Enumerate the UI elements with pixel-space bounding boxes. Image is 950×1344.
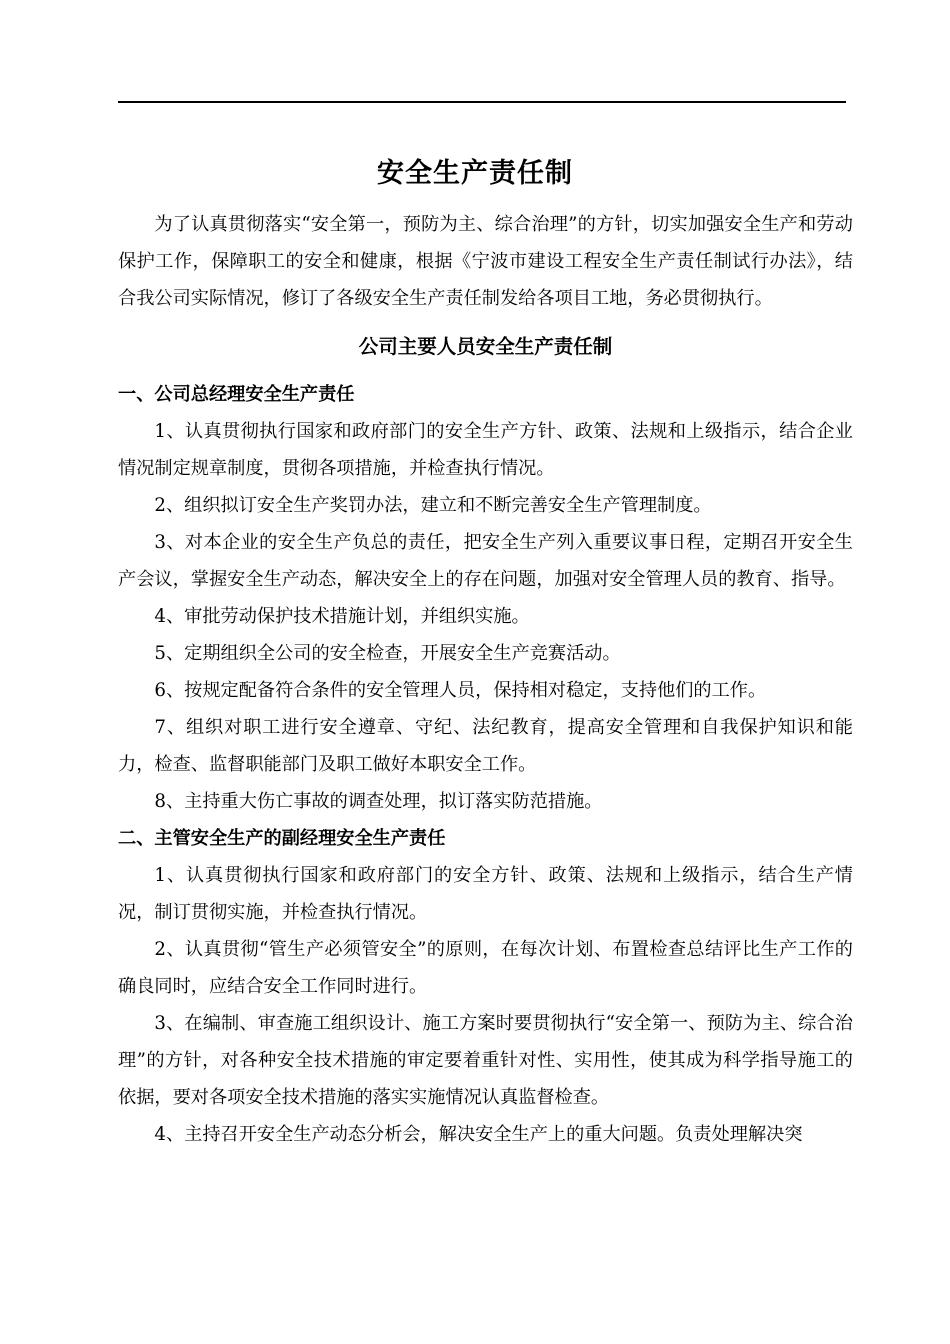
section-heading: 一、公司总经理安全生产责任 [118,384,355,405]
list-item: 6、按规定配备符合条件的安全管理人员，保持相对稳定，支持他们的工作。 [154,680,767,701]
list-item: 4、审批劳动保护技术措施计划，并组织实施。 [154,606,530,627]
list-item: 4、主持召开安全生产动态分析会，解决安全生产上的重大问题。负责处理解决突 [154,1124,803,1145]
list-item: 2、认真贯彻“管生产必须管安全”的原则，在每次计划、布置检查总结评比生产工作的确良同时，应结合安全工作同时进行。 [118,939,853,997]
list-item: 1、认真贯彻执行国家和政府部门的安全生产方针、政策、法规和上级指示，结合企业情况制定规章制度，贯彻各项措施，并检查执行情况。 [118,421,853,479]
list-item: 5、定期组织全公司的安全检查，开展安全生产竞赛活动。 [154,643,621,664]
document-title: 安全生产责任制 [377,158,573,189]
section-group-title: 公司主要人员安全生产责任制 [358,335,613,358]
list-item: 7、组织对职工进行安全遵章、守纪、法纪教育，提高安全管理和自我保护知识和能力，检查、监督职能部门及职工做好本职安全工作。 [118,717,853,775]
list-item: 1、认真贯彻执行国家和政府部门的安全方针、政策、法规和上级指示，结合生产情况，制订贯彻实施，并检查执行情况。 [118,865,853,923]
section-general-manager [118,376,853,820]
list-item: 3、对本企业的安全生产负总的责任，把安全生产列入重要议事日程，定期召开安全生产会议，掌握安全生产动态，解决安全上的存在问题，加强对安全管理人员的教育、指导。 [118,532,853,590]
intro-paragraph: 为了认真贯彻落实“安全第一，预防为主、综合治理”的方针，切实加强安全生产和劳动保护工作，保障职工的安全和健康，根据《宁波市建设工程安全生产责任制试行办法》，结合我公司实际情况，修订了各级安全生产责任制发给各项目工地，务必贯彻执行。 [118,214,853,309]
section-deputy-manager [118,820,853,1153]
document-body [118,206,853,1153]
header-rule [118,101,846,103]
list-item: 3、在编制、审查施工组织设计、施工方案时要贯彻执行“安全第一、预防为主、综合治理”的方针，对各种安全技术措施的审定要着重针对性、实用性，使其成为科学指导施工的依据，要对各项安全技术措施的落实实施情况认真监督检查。 [118,1013,853,1108]
list-item: 8、主持重大伤亡事故的调查处理，拟订落实防范措施。 [154,791,603,812]
section-heading: 二、主管安全生产的副经理安全生产责任 [118,828,446,849]
list-item: 2、组织拟订安全生产奖罚办法，建立和不断完善安全生产管理制度。 [154,495,712,516]
